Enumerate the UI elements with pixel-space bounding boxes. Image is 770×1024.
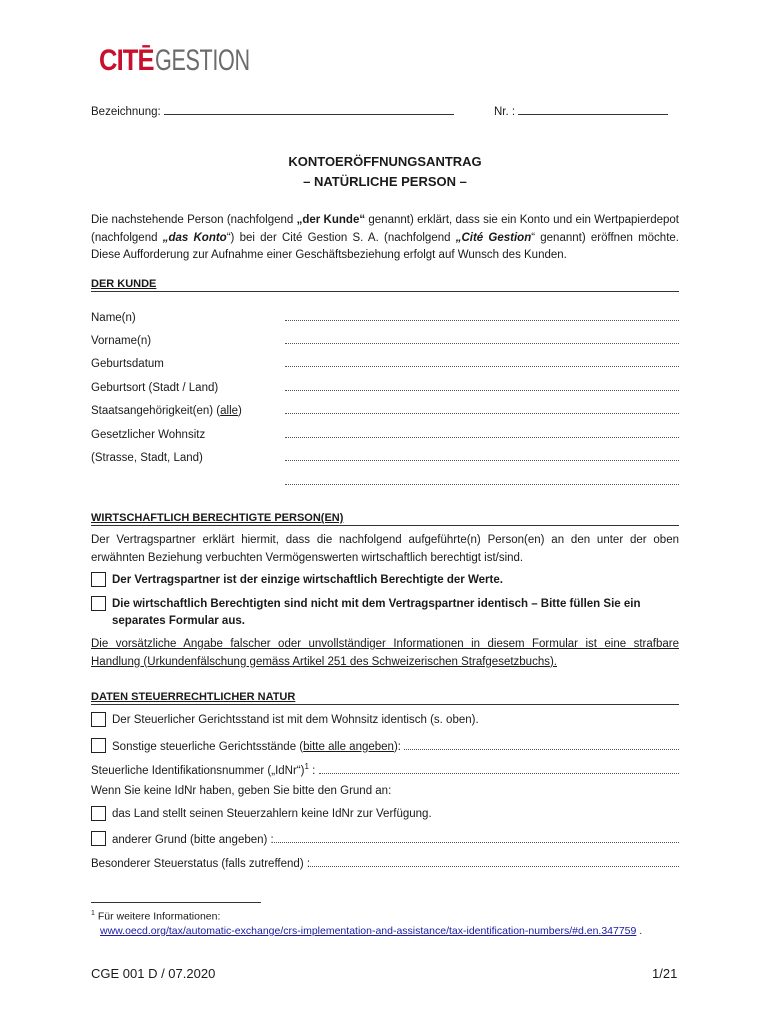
section-der-kunde: [91, 278, 679, 292]
field-geburtsort-line[interactable]: [285, 389, 679, 391]
field-vorname-line[interactable]: [285, 342, 679, 344]
footnote-text: Für weitere Informationen:: [97, 910, 221, 923]
intro-paragraph: [91, 212, 679, 265]
section-wirtschaftlich-berechtigte: [91, 512, 679, 526]
field-adresse-extra[interactable]: [91, 472, 679, 488]
steuer-idnr-label: [91, 762, 319, 777]
field-geburtsdatum[interactable]: [91, 354, 679, 370]
steuer-idnr-colon: :: [308, 765, 316, 777]
footnote-tail: .: [639, 925, 643, 937]
intro-bold-kunde: „der Kunde“: [296, 214, 366, 226]
steuer-reason2-checkbox[interactable]: [91, 831, 106, 846]
field-name-label: Name(n): [91, 312, 136, 324]
title-line2: – NATÜRLICHE PERSON –: [303, 174, 467, 189]
steuer-reason1-checkbox[interactable]: [91, 806, 106, 821]
field-staatsangehoerigkeit-line[interactable]: [285, 412, 679, 414]
form-title: [0, 152, 770, 192]
steuer-reason2[interactable]: [91, 830, 679, 846]
footnote-link[interactable]: www.oecd.org/tax/automatic-exchange/crs-implementation-and-assistance/tax-identification-numbers/#d.en.347759: [100, 925, 637, 937]
field-adresse-line[interactable]: [285, 459, 679, 461]
steuer-idnr[interactable]: [91, 761, 679, 777]
section-steuer: [91, 691, 679, 705]
steuer-option2-checkbox[interactable]: [91, 738, 106, 753]
section-der-kunde-title: DER KUNDE: [91, 278, 157, 290]
field-staatsangehoerigkeit-label: [91, 405, 285, 417]
footer-code: CGE 001 D / 07.2020: [91, 966, 216, 981]
wb-option2-label: Die wirtschaftlich Berechtigten sind nicht mit dem Vertragspartner identisch – Bitte füllen Sie ein separates Formular aus.: [112, 598, 641, 627]
steuer-option2-text-b: bitte alle angeben: [303, 741, 394, 753]
nr-field[interactable]: [494, 106, 668, 118]
intro-text-3: “) bei der Cité Gestion S. A. (nachfolgend: [226, 231, 456, 244]
logo-cite: CITĒ: [99, 44, 154, 77]
section-wb-title: WIRTSCHAFTLICH BERECHTIGTE PERSON(EN): [91, 512, 344, 524]
section-steuer-title: DATEN STEUERRECHTLICHER NATUR: [91, 691, 296, 703]
logo-gestion: GESTION: [155, 44, 251, 77]
wb-option2-checkbox[interactable]: [91, 596, 106, 611]
steuer-option1[interactable]: [91, 712, 679, 729]
steuer-option2-line[interactable]: [404, 748, 679, 750]
intro-bold-cite: „Cité Gestion: [455, 231, 532, 244]
steuer-idnr-line[interactable]: [319, 772, 679, 774]
field-name[interactable]: [91, 308, 679, 324]
field-staatsangehoerigkeit[interactable]: [91, 401, 679, 417]
field-adresse-label: (Strasse, Stadt, Land): [91, 452, 203, 464]
wb-option2[interactable]: [91, 596, 679, 630]
wb-warning: Die vorsätzliche Angabe falscher oder unvollständiger Informationen in diesem Formular ist eine strafbare Handlung (Urkundenfälschung gemäss Artikel 251 des Schweizerischen Strafgesetzbuchs).: [91, 638, 679, 668]
field-geburtsdatum-label: Geburtsdatum: [91, 358, 164, 370]
steuer-option2-text-c: ):: [393, 741, 401, 753]
wb-option1-label: Der Vertragspartner ist der einzige wirtschaftlich Berechtigte der Werte.: [112, 574, 503, 586]
intro-bold-konto: „das Konto: [162, 231, 227, 244]
title-line1: KONTOERÖFFNUNGSANTRAG: [288, 154, 482, 169]
staats-label-text: Staatsangehörigkeit(en) (: [91, 405, 221, 417]
footnote-url-row: [100, 925, 642, 937]
wb-text: Der Vertragspartner erklärt hiermit, dass die nachfolgend aufgeführte(n) Person(en) an den unter der oben erwähnten Beziehung verbuchten Vermögenswerten wirtschaftlich berechtigt ist/sind.: [91, 534, 679, 564]
staats-label-alle: alle: [220, 405, 239, 417]
footer-page-number: 1/21: [652, 966, 678, 981]
intro-text-2: genannt) erklärt, dass sie ein Konto und ein Wertpapierdepot (nachfolgend: [91, 214, 679, 244]
steuer-option1-checkbox[interactable]: [91, 712, 106, 727]
footnote-marker: 1: [91, 910, 95, 917]
steuer-option2-label: [112, 741, 404, 753]
footnote-divider: [91, 902, 261, 903]
field-geburtsdatum-line[interactable]: [285, 365, 679, 367]
nr-label: Nr. :: [494, 106, 516, 118]
steuer-status-label: Besonderer Steuerstatus (falls zutreffend) :: [91, 858, 311, 870]
steuer-option1-label: Der Steuerlicher Gerichtsstand ist mit dem Wohnsitz identisch (s. oben).: [112, 714, 479, 726]
steuer-option2[interactable]: [91, 737, 679, 753]
field-vorname[interactable]: [91, 331, 679, 347]
staats-label-close: ): [238, 405, 242, 417]
field-name-line[interactable]: [285, 319, 679, 321]
bezeichnung-label: Bezeichnung:: [91, 106, 161, 118]
cite-gestion-logo: [99, 40, 287, 76]
field-wohnsitz-line[interactable]: [285, 436, 679, 438]
steuer-reason1-label: das Land stellt seinen Steuerzahlern keine IdNr zur Verfügung.: [112, 808, 432, 820]
field-geburtsort[interactable]: [91, 378, 679, 394]
nr-line[interactable]: [518, 113, 668, 115]
wb-option1[interactable]: [91, 572, 679, 589]
steuer-reason2-label: anderer Grund (bitte angeben) :: [112, 834, 274, 846]
steuer-reason2-line[interactable]: [274, 841, 679, 843]
bezeichnung-line[interactable]: [164, 113, 454, 115]
wb-option1-checkbox[interactable]: [91, 572, 106, 587]
steuer-no-idnr: Wenn Sie keine IdNr haben, geben Sie bitte den Grund an:: [91, 785, 392, 797]
steuer-idnr-sup: 1: [304, 762, 309, 772]
field-vorname-label: Vorname(n): [91, 335, 152, 347]
intro-text-4: “ genannt) eröffnen möchte. Diese Aufforderung zur Aufnahme einer Geschäftsbeziehung erfolgt auf Wunsch des Kunden.: [91, 231, 679, 261]
field-wohnsitz-label: Gesetzlicher Wohnsitz: [91, 429, 206, 441]
field-adresse-extra-line[interactable]: [285, 483, 679, 485]
steuer-status-line[interactable]: [310, 865, 679, 867]
bezeichnung-field[interactable]: [91, 106, 454, 118]
steuer-idnr-text: Steuerliche Identifikationsnummer („IdNr“): [91, 765, 305, 777]
steuer-option2-text-a: Sonstige steuerliche Gerichtsstände (: [112, 741, 304, 753]
steuer-status[interactable]: [91, 854, 679, 870]
field-geburtsort-label: Geburtsort (Stadt / Land): [91, 382, 219, 394]
steuer-reason1[interactable]: [91, 806, 679, 823]
footnote: [91, 910, 220, 923]
field-wohnsitz[interactable]: [91, 425, 679, 441]
field-adresse[interactable]: [91, 448, 679, 464]
intro-text-1: Die nachstehende Person (nachfolgend: [91, 214, 297, 226]
